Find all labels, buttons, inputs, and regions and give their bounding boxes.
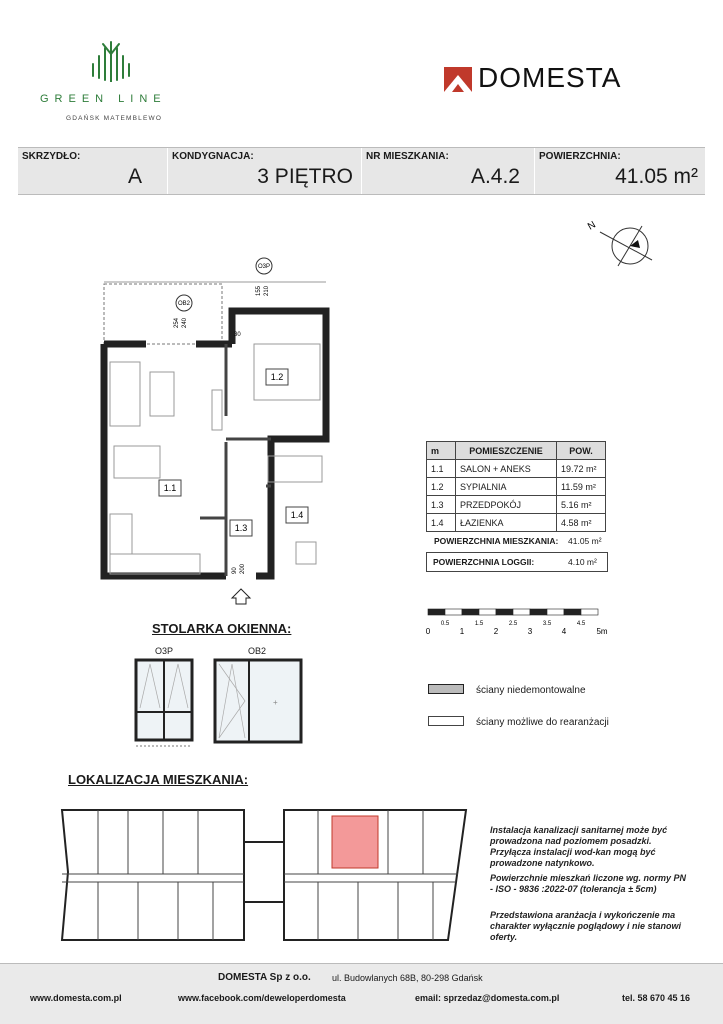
highlighted-apartment [332,816,378,868]
col-header-room: POMIESZCZENIE [456,442,557,460]
room-1-1-label: 1.1 [163,483,177,493]
compass [578,216,658,276]
loggia-area-label: POWIERZCHNIA LOGGII: [433,557,535,567]
dim-90: 90 [232,567,238,574]
apartment-area-total-label: POWIERZCHNIA MIESZKANIA: [434,536,559,546]
loggia-box [426,552,608,572]
dim-210: 210 [264,285,270,296]
entrance-arrow-icon [232,589,250,604]
table-row [427,496,606,514]
window-ob2-icon [213,658,303,746]
dim-155: 155 [256,285,262,296]
note-installation: Instalacja kanalizacji sanitarnej może być prowadzona nad poziomem posadzki. Przyłącza instalacji wod-kan mogą być prowadzone natynkowo. [490,825,668,868]
room-1-2-label: 1.2 [270,372,284,382]
scale-segment [462,609,479,615]
svg-text:+: + [273,698,278,707]
window-o3p-icon [134,658,194,748]
location-title: LOKALIZACJA MIESZKANIA: [68,772,249,787]
scale-segment [564,609,581,615]
wing-value: A [128,165,143,188]
scale-segment [530,609,547,615]
room-area: 5.16 m² [557,496,606,514]
dim-240: 240 [182,317,188,328]
room-name: SYPIALNIA [456,478,557,496]
legend-movable-label: ściany możliwe do rearanżacji [476,717,609,728]
dim-200: 200 [240,563,246,574]
legend-fixed-label: ściany niedemontowalne [476,685,586,696]
note-area-norm: Powierzchnie mieszkań liczone wg. normy PN - ISO - 9836 :2022-07 (tolerancja ± 5cm) [490,873,687,894]
scale-bar [424,604,624,638]
scale-tick-label: 2 [493,627,499,636]
area-value: 41.05 m² [615,165,698,188]
scale-segment [547,609,564,615]
room-name: SALON + ANEKS [456,460,557,478]
scale-tick-label: 4 [561,627,567,636]
window-tag-o3p: O3P [257,264,271,270]
scale-tick-label: 5m [596,627,608,636]
scale-tick-label: 1.5 [474,621,484,627]
room-no: 1.1 [427,460,456,478]
room-no: 1.2 [427,478,456,496]
footer-email-link[interactable]: email: sprzedaz@domesta.com.pl [415,993,560,1003]
floor-plan-drawing [96,256,346,606]
footer-address: ul. Budowlanych 68B, 80-298 Gdańsk [332,973,483,983]
rooms-table [426,441,606,532]
scale-tick-label: 3 [527,627,533,636]
room-no: 1.4 [427,514,456,532]
apartment-number-cell [361,148,534,194]
developer-name: DOMESTA [478,62,622,93]
scale-bar-drawing [424,604,624,638]
col-header-no: m [427,442,456,460]
windows-title: STOLARKA OKIENNA: [152,621,292,636]
scale-segment [496,609,513,615]
window-o3p-drawing [134,658,194,748]
green-line-logo [86,40,136,82]
table-row [427,460,606,478]
window-ob2-label: OB2 [248,646,267,656]
room-area: 4.58 m² [557,514,606,532]
svg-text:N: N [586,219,598,233]
building-location-plan [58,802,470,948]
floor-plan [96,256,346,606]
floor-label: KONDYGNACJA: [172,151,254,162]
apartment-number-label: NR MIESZKANIA: [366,151,449,162]
note-disclaimer: Przedstawiona aranżacja i wykończenie ma charakter wyłącznie poglądowy i nie stanowi oferty. [490,910,682,942]
footer-phone: tel. 58 670 45 16 [622,993,691,1003]
room-no: 1.3 [427,496,456,514]
scale-tick-label: 0.5 [440,621,450,627]
footer [0,963,723,1024]
loggia-area: 4.10 m² [568,557,597,567]
scale-segment [428,609,445,615]
wing-cell [18,148,166,194]
floor-value: 3 PIĘTRO [257,165,353,188]
footer-company: DOMESTA Sp z o.o. [218,972,311,983]
tree-icon [86,40,136,82]
dim-30: 30 [234,332,241,338]
domesta-logo-icon [444,67,472,92]
scale-tick-label: 0 [425,627,431,636]
scale-tick-label: 1 [459,627,465,636]
area-label: POWIERZCHNIA: [539,151,621,162]
north-arrow-icon [578,216,658,276]
scale-segment [513,609,530,615]
logo-location: GDAŃSK MATEMBLEWO [66,115,163,122]
scale-segment [581,609,598,615]
apartment-number-value: A.4.2 [470,165,520,188]
table-header-row [427,442,606,460]
footer-website-link[interactable]: www.domesta.com.pl [30,993,122,1003]
room-area: 11.59 m² [557,478,606,496]
area-cell [534,148,706,194]
room-area: 19.72 m² [557,460,606,478]
apartment-area-total: 41.05 m² [568,536,602,546]
window-ob2-drawing [213,658,303,746]
dim-254: 254 [174,317,180,328]
table-row [427,514,606,532]
scale-tick-label: 4.5 [576,621,586,627]
footer-facebook-link[interactable]: www.facebook.com/deweloperdomesta [178,993,346,1003]
building-plan-drawing [58,802,470,948]
legend-fixed-swatch [428,684,464,694]
room-1-4-label: 1.4 [290,510,304,520]
room-1-3-label: 1.3 [234,523,248,533]
domesta-logo-mark [444,67,472,92]
window-tag-ob2: OB2 [177,301,191,307]
apartment-info-bar [18,147,705,195]
floor-cell [167,148,361,194]
room-name: ŁAZIENKA [456,514,557,532]
scale-tick-label: 3.5 [542,621,552,627]
table-row [427,478,606,496]
logo-name: GREEN LINE [40,93,167,105]
scale-segment [445,609,462,615]
scale-segment [479,609,496,615]
scale-tick-label: 2.5 [508,621,518,627]
col-header-area: POW. [557,442,606,460]
room-name: PRZEDPOKÓJ [456,496,557,514]
legend-movable-swatch [428,716,464,726]
window-o3p-label: O3P [155,646,174,656]
wing-label: SKRZYDŁO: [22,151,81,162]
